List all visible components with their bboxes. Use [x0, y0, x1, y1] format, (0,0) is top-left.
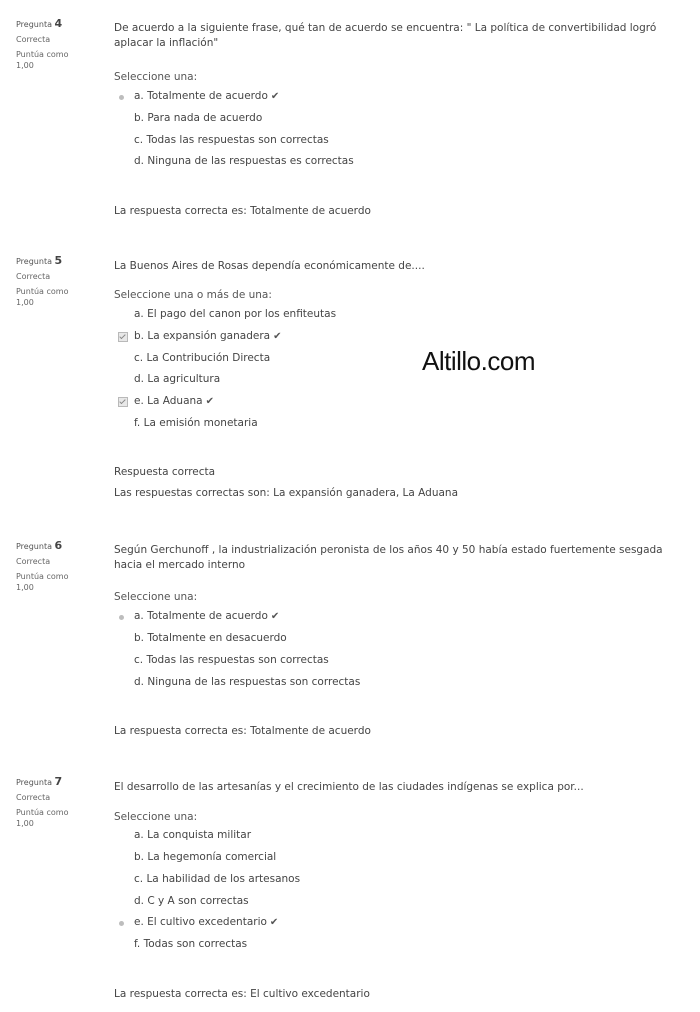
answer-option[interactable]: f. Todas son correctas — [134, 938, 248, 950]
watermark: Altillo.com — [422, 346, 535, 376]
question-text: El desarrollo de las artesanías y el crecimiento de las ciudades indígenas se explica por... — [114, 781, 584, 793]
answer-option[interactable]: c. Todas las respuestas son correctas — [134, 654, 329, 666]
question-content — [114, 780, 686, 1000]
answer-prompt: Seleccione una o más de una: — [114, 289, 272, 301]
question-info — [16, 18, 106, 71]
question-text: De acuerdo a la siguiente frase, qué tan de acuerdo se encuentra: " La política de convertibilidad logró aplacar la inflación" — [114, 22, 657, 49]
check-icon: ✔ — [273, 331, 282, 342]
answer-option[interactable]: c. Todas las respuestas son correctas — [134, 134, 329, 146]
question-text: Según Gerchunoff , la industrialización peronista de los años 40 y 50 había estado fuertemente sesgada hacia el mercado interno — [114, 544, 663, 571]
question-6 — [0, 540, 700, 750]
correct-answer-feedback: La respuesta correcta es: Totalmente de acuerdo — [114, 205, 371, 217]
checkbox-checked-icon[interactable] — [118, 332, 128, 342]
checkbox-checked-icon[interactable] — [118, 397, 128, 407]
question-grade: Puntúa como 1,00 — [16, 808, 69, 828]
question-5 — [0, 255, 700, 515]
question-number: Pregunta 4 — [16, 17, 63, 30]
answer-option[interactable]: b. La hegemonía comercial — [134, 851, 277, 863]
answer-option[interactable]: d. Ninguna de las respuestas es correctas — [134, 155, 354, 167]
check-icon: ✔ — [270, 611, 280, 622]
radio-selected-icon[interactable] — [119, 615, 124, 620]
question-number: Pregunta 7 — [16, 775, 63, 788]
answer-option[interactable]: d. Ninguna de las respuestas son correctas — [134, 676, 361, 688]
answer-option[interactable]: b. Totalmente en desacuerdo — [134, 632, 287, 644]
question-info — [16, 540, 106, 593]
check-icon: ✔ — [269, 917, 279, 928]
question-text: La Buenos Aires de Rosas dependía económicamente de.... — [114, 260, 425, 272]
answer-prompt: Seleccione una: — [114, 811, 198, 823]
check-icon: ✔ — [205, 396, 214, 407]
answer-option[interactable]: d. La agricultura — [134, 373, 221, 385]
question-grade: Puntúa como 1,00 — [16, 572, 69, 592]
question-info — [16, 776, 106, 829]
radio-selected-icon[interactable] — [119, 95, 124, 100]
correct-answer-feedback: La respuesta correcta es: Totalmente de acuerdo — [114, 725, 371, 737]
answer-option[interactable]: b. La expansión ganadera ✔ — [114, 330, 674, 346]
answer-option[interactable]: c. La Contribución Directa — [134, 352, 271, 364]
question-content — [114, 543, 686, 737]
answer-option[interactable]: d. C y A son correctas — [134, 895, 249, 907]
answer-option[interactable]: a. La conquista militar — [134, 829, 252, 841]
question-7 — [0, 776, 700, 1012]
question-grade: Puntúa como 1,00 — [16, 287, 69, 307]
answer-prompt: Seleccione una: — [114, 71, 198, 83]
question-state: Correcta — [16, 272, 51, 281]
question-number: Pregunta 6 — [16, 539, 63, 552]
radio-selected-icon[interactable] — [119, 921, 124, 926]
question-state: Correcta — [16, 35, 51, 44]
answer-option[interactable]: e. La Aduana ✔ — [114, 395, 674, 411]
answer-option[interactable]: b. Para nada de acuerdo — [134, 112, 263, 124]
check-icon: ✔ — [270, 91, 280, 102]
correct-answer-feedback: La respuesta correcta es: El cultivo excedentario — [114, 988, 370, 1000]
answer-option[interactable]: a. Totalmente de acuerdo ✔ — [114, 90, 674, 106]
question-number: Pregunta 5 — [16, 254, 63, 267]
answer-option[interactable]: c. La habilidad de los artesanos — [134, 873, 301, 885]
question-content — [114, 21, 686, 217]
answer-prompt: Seleccione una: — [114, 591, 198, 603]
answer-option[interactable]: e. El cultivo excedentario ✔ — [114, 916, 674, 932]
question-state: Correcta — [16, 793, 51, 802]
question-info — [16, 255, 106, 308]
answer-option[interactable]: a. Totalmente de acuerdo ✔ — [114, 610, 674, 626]
correctness-feedback: Respuesta correcta — [114, 466, 216, 478]
question-grade: Puntúa como 1,00 — [16, 50, 69, 70]
correct-answer-feedback: Las respuestas correctas son: La expansión ganadera, La Aduana — [114, 487, 459, 499]
answer-option[interactable]: a. El pago del canon por los enfiteutas — [134, 308, 337, 320]
answer-option[interactable]: f. La emisión monetaria — [134, 417, 258, 429]
question-4 — [0, 18, 700, 238]
question-state: Correcta — [16, 557, 51, 566]
